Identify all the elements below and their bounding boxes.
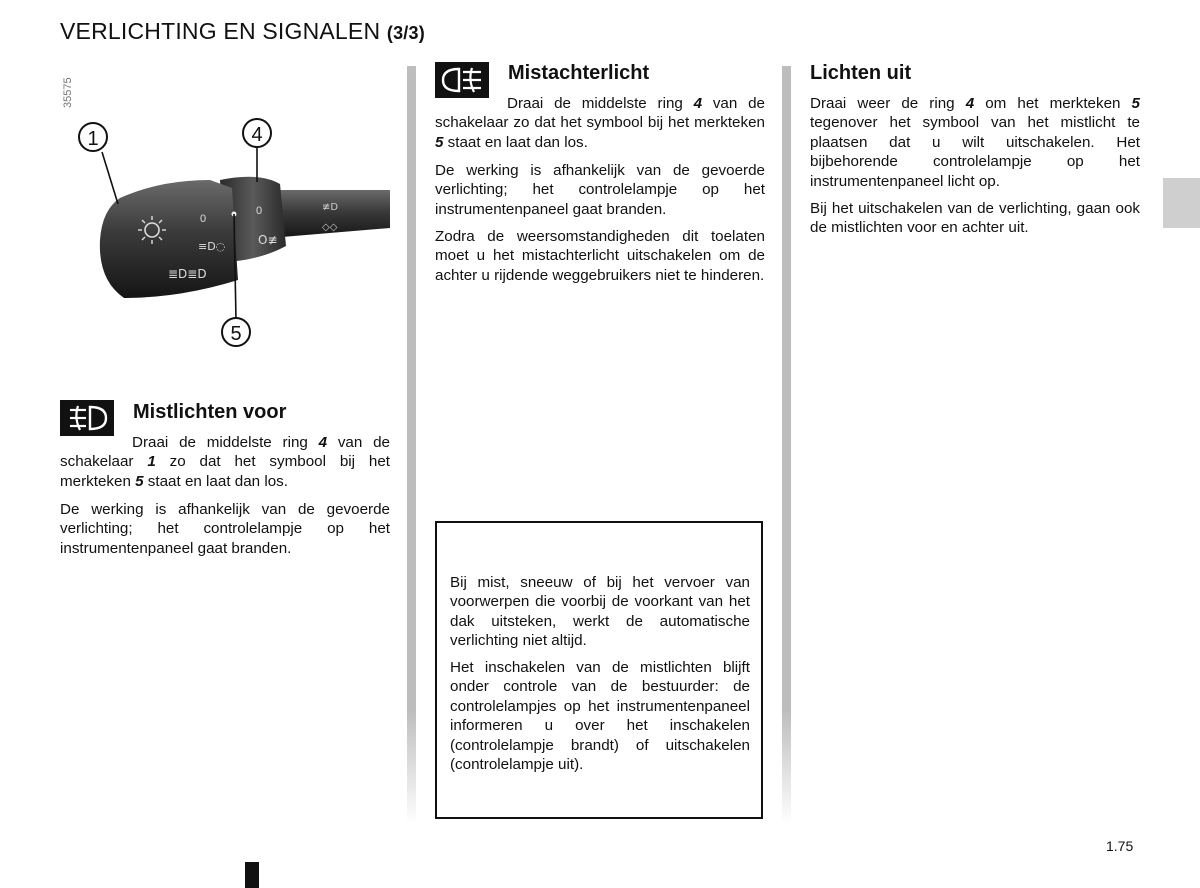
front-fog-paragraph-2: De werking is afhankelijk van de gevoerde verlichting; het controlelampje op het instrumentenpaneel gaat branden. [60,501,390,557]
light-stalk-illustration [60,110,395,350]
svg-text:5: 5 [230,323,242,345]
front-fog-symbol: ≢D [322,202,339,213]
rear-fog-paragraph-3: Zodra de weersomstandigheden dit toelaten moet u het mistachterlicht uitschakelen om de achter u rijdende weggebruikers niet te hinderen. [435,228,765,284]
callout-1 [79,123,107,151]
lights-off-paragraph-2: Bij het uitschakelen van de verlichting, gaan ook de mistlichten voor en achter uit. [810,200,1140,237]
rear-fog-paragraph-1: Draai de middelste ring 4 van de schakelaar zo dat het symbool bij het merkteken 5 staat en laat dan los. [435,95,765,151]
column-divider-left [407,66,416,824]
dim-symbol: ◇◇ [322,222,338,233]
rear-fog-paragraph-2: De werking is afhankelijk van de gevoerde verlichting; het controlelampje op het instrumentenpaneel gaat branden. [435,162,765,218]
rear-fog-light-icon [435,62,489,98]
front-fog-paragraph-1: Draai de middelste ring 4 van de schakelaar 1 zo dat het symbool bij het merkteken 5 staat en laat dan los. [60,434,390,490]
heading-rear-fog: Mistachterlicht [508,62,650,84]
stalk-mark-0-head: 0 [200,213,207,225]
heading-front-fog: Mistlichten voor [133,401,287,423]
dipped-beam-symbol: ≡D◌ [198,240,226,253]
rear-fog-symbol: O≢ [258,233,278,247]
page-subtitle: (3/3) [386,23,425,43]
page-title-text: VERLICHTING EN SIGNALEN [60,18,381,44]
column-divider-right [782,66,791,824]
callout-4 [243,119,271,147]
section-tab [1163,178,1200,228]
footer-marker [245,862,259,888]
front-fog-light-icon [60,400,114,436]
page-number: 1.75 [1106,838,1134,854]
stalk-mark-0-ring: 0 [256,205,263,217]
svg-text:4: 4 [251,124,263,146]
note-paragraph-2: Het inschakelen van de mistlichten blijft onder controle van de bestuurder: de controlelampjes op het instrumentenpaneel informeren u over het inschakelen (controlelampje brandt) of uitschakelen (controlelampje uit). [450,659,750,774]
callout-5 [222,318,250,346]
lights-off-paragraph-1: Draai weer de ring 4 om het merkteken 5 tegenover het symbool van het mistlicht te plaatsen dat u wilt uitschakelen. Het bijbehorende controlelampje op het instrumentenpaneel licht op. [810,95,1140,190]
svg-text:1: 1 [87,128,99,150]
image-code: 35575 [62,77,74,108]
main-beam-symbol: ≣D≣D [168,267,207,281]
note-paragraph-1: Bij mist, sneeuw of bij het vervoer van voorwerpen die voorbij de voorkant van het dak uitsteken, werkt de automatische verlichting niet altijd. [450,574,750,650]
heading-lights-off: Lichten uit [810,62,912,84]
page-title [60,18,425,45]
